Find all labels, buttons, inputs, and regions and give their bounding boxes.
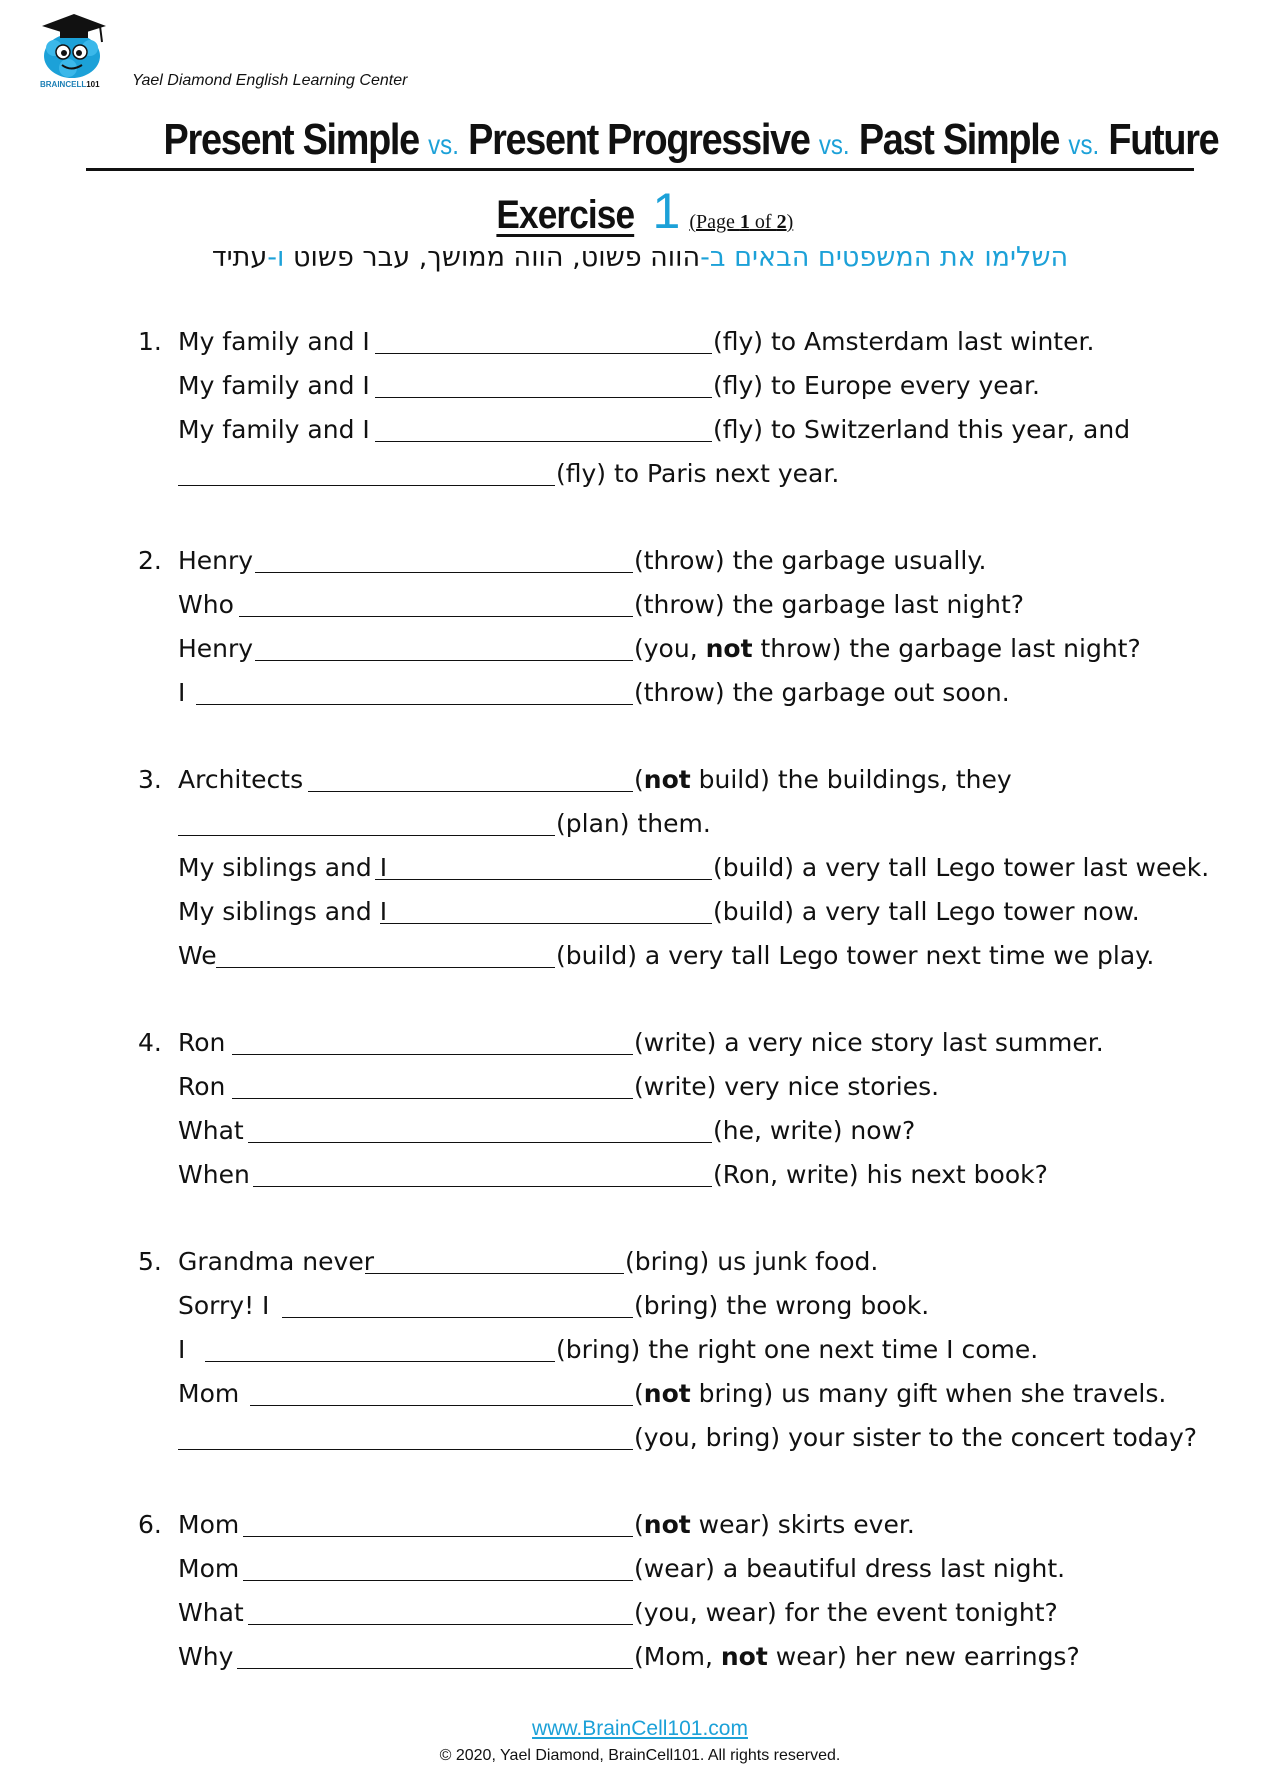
exercise-line — [0, 934, 1280, 978]
instructions-part-1: השלימו את המשפטים הבאים ב- — [700, 242, 1069, 273]
sentence-end: (you, bring) your sister to the concert today? — [634, 1423, 1198, 1452]
answer-blank[interactable] — [375, 879, 712, 880]
sentence-start: My family and I — [178, 327, 370, 356]
sentence-start: Who — [178, 590, 234, 619]
sentence-end: (build) a very tall Lego tower last week. — [713, 853, 1210, 882]
sentence-end: (build) a very tall Lego tower now. — [713, 897, 1140, 926]
sentence-start: Grandma never — [178, 1247, 374, 1276]
exercise-line — [0, 1635, 1280, 1679]
answer-blank[interactable] — [255, 572, 633, 573]
sentence-start: My siblings and I — [178, 853, 388, 882]
exercise-line — [0, 1372, 1280, 1416]
sentence-start: Why — [178, 1642, 234, 1671]
exercise-line — [0, 539, 1280, 583]
answer-blank[interactable] — [375, 397, 712, 398]
exercise-line — [0, 1240, 1280, 1284]
instructions-part-2: הווה פשוט, הווה ממושך, עבר פשוט — [284, 242, 701, 273]
sentence-end: (bring) the wrong book. — [634, 1291, 930, 1320]
copyright: © 2020, Yael Diamond, BrainCell101. All rights reserved. — [439, 1747, 841, 1764]
answer-blank[interactable] — [237, 1668, 633, 1669]
sentence-end: (bring) the right one next time I come. — [556, 1335, 1039, 1364]
answer-blank[interactable] — [253, 1186, 712, 1187]
answer-blank[interactable] — [196, 704, 633, 705]
exercise-line — [0, 1547, 1280, 1591]
sentence-start: When — [178, 1160, 250, 1189]
answer-blank[interactable] — [232, 1054, 633, 1055]
exercise-line — [0, 320, 1280, 364]
question-number: 1. — [138, 327, 162, 356]
center-name: Yael Diamond English Learning Center — [132, 72, 408, 89]
sentence-end: (write) a very nice story last summer. — [634, 1028, 1104, 1057]
answer-blank[interactable] — [282, 1317, 633, 1318]
title-vs: vs. — [1068, 129, 1100, 160]
exercise-heading — [0, 182, 1280, 240]
sentence-end: (throw) the garbage usually. — [634, 546, 987, 575]
exercise-list — [0, 320, 1280, 1679]
website-link[interactable]: www.BrainCell101.com — [532, 1717, 748, 1740]
answer-blank[interactable] — [178, 1449, 633, 1450]
answer-blank[interactable] — [255, 660, 633, 661]
sentence-start: Mom — [178, 1379, 240, 1408]
sentence-end: (Mom, not wear) her new earrings? — [634, 1642, 1080, 1671]
instructions-part-4: עתיד — [211, 242, 268, 273]
exercise-line — [0, 846, 1280, 890]
question-1 — [0, 320, 1280, 496]
answer-blank[interactable] — [380, 923, 712, 924]
exercise-line — [0, 1328, 1280, 1372]
sentence-start: My siblings and I — [178, 897, 388, 926]
question-number: 2. — [138, 546, 162, 575]
exercise-label: Exercise — [496, 193, 634, 237]
sentence-end: (wear) a beautiful dress last night. — [634, 1554, 1066, 1583]
sentence-end: (plan) them. — [556, 809, 711, 838]
sentence-end: (fly) to Europe every year. — [713, 371, 1040, 400]
exercise-line — [0, 890, 1280, 934]
answer-blank[interactable] — [216, 967, 555, 968]
page-title — [163, 115, 1219, 165]
sentence-end: (write) very nice stories. — [634, 1072, 940, 1101]
sentence-end: (throw) the garbage last night? — [634, 590, 1025, 619]
answer-blank[interactable] — [239, 616, 633, 617]
title-part-2: Present Progressive — [468, 115, 810, 164]
sentence-start: Mom — [178, 1510, 240, 1539]
title-part-1: Present Simple — [163, 115, 419, 164]
title-vs: vs. — [428, 129, 459, 160]
question-2 — [0, 539, 1280, 715]
instructions-part-3: ו- — [267, 242, 285, 273]
answer-blank[interactable] — [178, 485, 555, 486]
sentence-end: (not bring) us many gift when she travels. — [634, 1379, 1167, 1408]
page-indicator: (Page 1 of 2) — [689, 211, 794, 233]
answer-blank[interactable] — [250, 1405, 633, 1406]
title-underline — [86, 168, 1194, 171]
header — [38, 8, 458, 93]
question-6 — [0, 1503, 1280, 1679]
question-4 — [0, 1021, 1280, 1197]
exercise-line — [0, 1503, 1280, 1547]
sentence-start: Ron — [178, 1028, 226, 1057]
answer-blank[interactable] — [365, 1273, 624, 1274]
sentence-end: (build) a very tall Lego tower next time we play. — [556, 941, 1155, 970]
sentence-start: Ron — [178, 1072, 226, 1101]
sentence-start: My family and I — [178, 415, 370, 444]
question-number: 6. — [138, 1510, 162, 1539]
sentence-start: My family and I — [178, 371, 370, 400]
answer-blank[interactable] — [375, 353, 712, 354]
question-number: 5. — [138, 1247, 162, 1276]
sentence-end: (bring) us junk food. — [625, 1247, 879, 1276]
sentence-end: (Ron, write) his next book? — [713, 1160, 1048, 1189]
question-5 — [0, 1240, 1280, 1460]
title-part-4: Future — [1108, 115, 1219, 164]
exercise-line — [0, 364, 1280, 408]
answer-blank[interactable] — [308, 791, 633, 792]
logo-wordmark: BRAINCELL101 — [40, 80, 100, 89]
question-3 — [0, 758, 1280, 978]
question-number: 3. — [138, 765, 162, 794]
exercise-line — [0, 627, 1280, 671]
exercise-line — [0, 452, 1280, 496]
sentence-end: (fly) to Paris next year. — [556, 459, 840, 488]
sentence-start: Mom — [178, 1554, 240, 1583]
answer-blank[interactable] — [205, 1361, 555, 1362]
sentence-start: What — [178, 1598, 244, 1627]
question-number: 4. — [138, 1028, 162, 1057]
sentence-end: (fly) to Amsterdam last winter. — [713, 327, 1095, 356]
answer-blank[interactable] — [243, 1536, 633, 1537]
exercise-line — [0, 758, 1280, 802]
exercise-line — [0, 408, 1280, 452]
braincell-logo-icon — [38, 8, 118, 88]
sentence-end: (not wear) skirts ever. — [634, 1510, 915, 1539]
sentence-end: (you, not throw) the garbage last night? — [634, 634, 1141, 663]
exercise-line — [0, 1021, 1280, 1065]
sentence-start: Henry — [178, 634, 254, 663]
sentence-end: (he, write) now? — [713, 1116, 916, 1145]
sentence-start: What — [178, 1116, 244, 1145]
sentence-end: (you, wear) for the event tonight? — [634, 1598, 1058, 1627]
answer-blank[interactable] — [375, 441, 712, 442]
exercise-line — [0, 1065, 1280, 1109]
answer-blank[interactable] — [232, 1098, 633, 1099]
sentence-start: Sorry! I — [178, 1291, 270, 1320]
exercise-number: 1 — [652, 183, 681, 239]
answer-blank[interactable] — [248, 1624, 633, 1625]
sentence-start: Architects — [178, 765, 304, 794]
title-part-3: Past Simple — [858, 115, 1060, 164]
exercise-line — [0, 1416, 1280, 1460]
exercise-line — [0, 1591, 1280, 1635]
sentence-start: I — [178, 678, 186, 707]
exercise-line — [0, 802, 1280, 846]
title-vs: vs. — [818, 129, 850, 160]
answer-blank[interactable] — [178, 835, 555, 836]
exercise-line — [0, 671, 1280, 715]
exercise-line — [0, 583, 1280, 627]
instructions — [0, 242, 1280, 273]
sentence-start: I — [178, 1335, 186, 1364]
exercise-line — [0, 1153, 1280, 1197]
sentence-end: (throw) the garbage out soon. — [634, 678, 1010, 707]
sentence-start: We — [178, 941, 217, 970]
answer-blank[interactable] — [248, 1142, 712, 1143]
sentence-start: Henry — [178, 546, 254, 575]
sentence-end: (not build) the buildings, they — [634, 765, 1012, 794]
exercise-line — [0, 1109, 1280, 1153]
answer-blank[interactable] — [243, 1580, 633, 1581]
sentence-end: (fly) to Switzerland this year, and — [713, 415, 1131, 444]
exercise-line — [0, 1284, 1280, 1328]
